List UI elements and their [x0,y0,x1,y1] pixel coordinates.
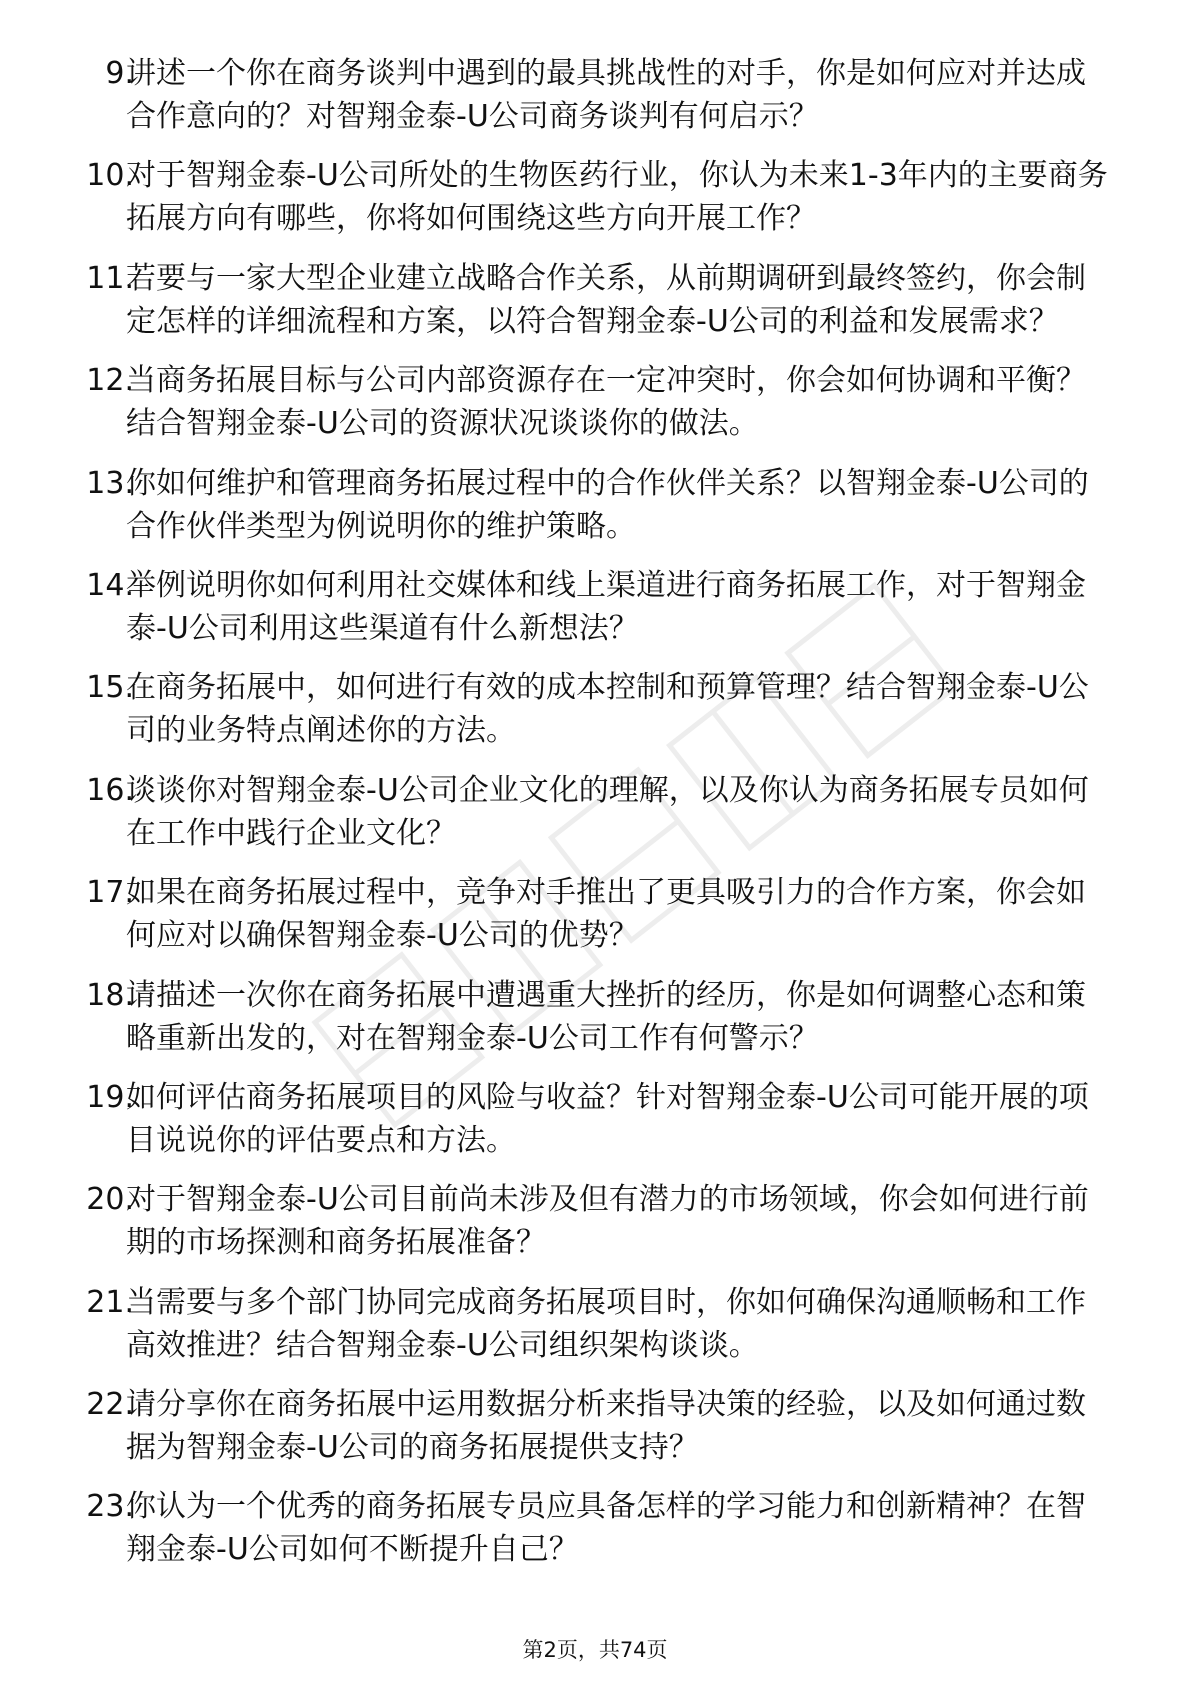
list-item [0,462,1190,548]
question-text: 若要与一家大型企业建立战略合作关系，从前期调研到最终签约，你会制定怎样的详细流程和方案，以符合智翔金泰-U公司的利益和发展需求？ [126,260,1086,339]
question-text: 你如何维护和管理商务拓展过程中的合作伙伴关系？以智翔金泰-U公司的合作伙伴类型为例说明你的维护策略。 [126,465,1089,544]
question-text: 如何评估商务拓展项目的风险与收益？针对智翔金泰-U公司可能开展的项目说说你的评估要点和方法。 [126,1079,1089,1158]
list-item [0,359,1190,445]
question-text: 在商务拓展中，如何进行有效的成本控制和预算管理？结合智翔金泰-U公司的业务特点阐述你的方法。 [126,670,1089,749]
question-text: 对于智翔金泰-U公司目前尚未涉及但有潜力的市场领域，你会如何进行前期的市场探测和商务拓展准备？ [126,1182,1089,1261]
list-item [0,1281,1190,1367]
question-text: 举例说明你如何利用社交媒体和线上渠道进行商务拓展工作，对于智翔金泰-U公司利用这些渠道有什么新想法？ [126,567,1086,646]
list-item [0,1485,1190,1571]
question-text: 当商务拓展目标与公司内部资源存在一定冲突时，你会如何协调和平衡？结合智翔金泰-U公司的资源状况谈谈你的做法。 [126,363,1086,442]
question-number: 17. [86,875,134,911]
list-item [0,564,1190,650]
question-text: 请描述一次你在商务拓展中遭遇重大挫折的经历，你是如何调整心态和策略重新出发的，对在智翔金泰-U公司工作有何警示？ [126,977,1086,1056]
question-number: 11. [86,260,134,296]
list-item [0,666,1190,752]
list-item [0,52,1190,138]
list-item [0,769,1190,855]
question-number: 14. [86,567,134,603]
question-text: 你认为一个优秀的商务拓展专员应具备怎样的学习能力和创新精神？在智翔金泰-U公司如何不断提升自己？ [126,1489,1086,1568]
question-list [0,52,1190,1588]
question-number: 10. [86,158,134,194]
list-item [0,871,1190,957]
question-text: 如果在商务拓展过程中，竞争对手推出了更具吸引力的合作方案，你会如何应对以确保智翔金泰-U公司的优势？ [126,875,1086,954]
question-number: 22. [86,1387,134,1423]
question-number: 15. [86,670,134,706]
list-item [0,1178,1190,1264]
question-number: 9. [105,56,134,91]
list-item [0,257,1190,343]
page-indicator: 第2页，共74页 [522,1638,668,1662]
list-item [0,154,1190,240]
question-number: 12. [86,363,134,399]
question-number: 16. [86,772,134,808]
question-number: 18. [86,977,134,1013]
question-number: 23. [86,1489,134,1525]
question-number: 21. [86,1284,134,1320]
question-text: 对于智翔金泰-U公司所处的生物医药行业，你认为未来1-3年内的主要商务拓展方向有哪些，你将如何围绕这些方向开展工作？ [126,158,1108,237]
question-number: 13. [86,465,134,501]
question-text: 当需要与多个部门协同完成商务拓展项目时，你如何确保沟通顺畅和工作高效推进？结合智翔金泰-U公司组织架构谈谈。 [126,1284,1086,1363]
question-number: 19. [86,1079,134,1115]
question-text: 谈谈你对智翔金泰-U公司企业文化的理解，以及你认为商务拓展专员如何在工作中践行企业文化？ [126,772,1089,851]
question-text: 请分享你在商务拓展中运用数据分析来指导决策的经验，以及如何通过数据为智翔金泰-U公司的商务拓展提供支持？ [126,1387,1086,1466]
question-text: 讲述一个你在商务谈判中遇到的最具挑战性的对手，你是如何应对并达成合作意向的？对智翔金泰-U公司商务谈判有何启示？ [126,56,1086,134]
list-item [0,1076,1190,1162]
list-item [0,1383,1190,1469]
page-footer [0,1636,1190,1664]
question-number: 20. [86,1182,134,1218]
list-item [0,974,1190,1060]
